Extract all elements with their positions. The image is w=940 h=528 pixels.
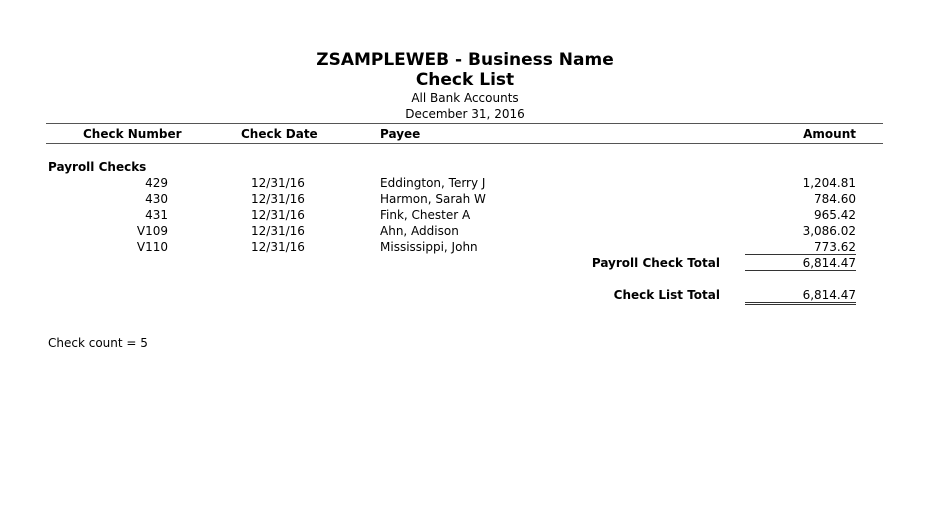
table-row — [0, 209, 940, 225]
check-date: 12/31/16 — [251, 208, 305, 222]
column-header-check-number: Check Number — [83, 127, 182, 141]
amount: 3,086.02 — [802, 224, 856, 238]
column-header-amount: Amount — [803, 127, 856, 141]
check-date: 12/31/16 — [251, 240, 305, 254]
payee: Mississippi, John — [380, 240, 478, 254]
subtotal-rule — [745, 254, 856, 255]
report-title: Check List — [415, 70, 515, 90]
column-header-check-date: Check Date — [241, 127, 318, 141]
company-name: ZSAMPLEWEB - Business Name — [316, 50, 614, 70]
report-date: December 31, 2016 — [405, 107, 525, 121]
report-scope: All Bank Accounts — [411, 91, 519, 105]
check-date: 12/31/16 — [251, 224, 305, 238]
payroll-check-total-label: Payroll Check Total — [591, 256, 720, 270]
table-row — [0, 177, 940, 193]
check-number: 431 — [145, 208, 168, 222]
amount: 1,204.81 — [802, 176, 856, 190]
check-number: 430 — [145, 192, 168, 206]
header-bottom-rule — [46, 143, 883, 144]
check-number: V109 — [136, 224, 168, 238]
payee: Fink, Chester A — [380, 208, 471, 222]
check-number: V110 — [136, 240, 168, 254]
header-top-rule — [46, 123, 883, 124]
subtotal-bottom-rule — [745, 270, 856, 271]
check-number: 429 — [145, 176, 168, 190]
payroll-check-total-amount: 6,814.47 — [802, 256, 856, 270]
section-label: Payroll Checks — [48, 160, 147, 174]
payee: Harmon, Sarah W — [380, 192, 486, 206]
table-row — [0, 193, 940, 209]
grand-total-double-rule-top — [745, 302, 856, 303]
payee: Ahn, Addison — [380, 224, 459, 238]
grand-total-double-rule-bottom — [745, 304, 856, 305]
check-list-total-label: Check List Total — [613, 288, 720, 302]
amount: 965.42 — [814, 208, 856, 222]
amount: 773.62 — [814, 240, 856, 254]
check-list-total-amount: 6,814.47 — [802, 288, 856, 302]
check-date: 12/31/16 — [251, 192, 305, 206]
check-count: Check count = 5 — [48, 336, 148, 350]
check-date: 12/31/16 — [251, 176, 305, 190]
amount: 784.60 — [814, 192, 856, 206]
column-header-payee: Payee — [380, 127, 421, 141]
payee: Eddington, Terry J — [380, 176, 486, 190]
table-row — [0, 225, 940, 241]
